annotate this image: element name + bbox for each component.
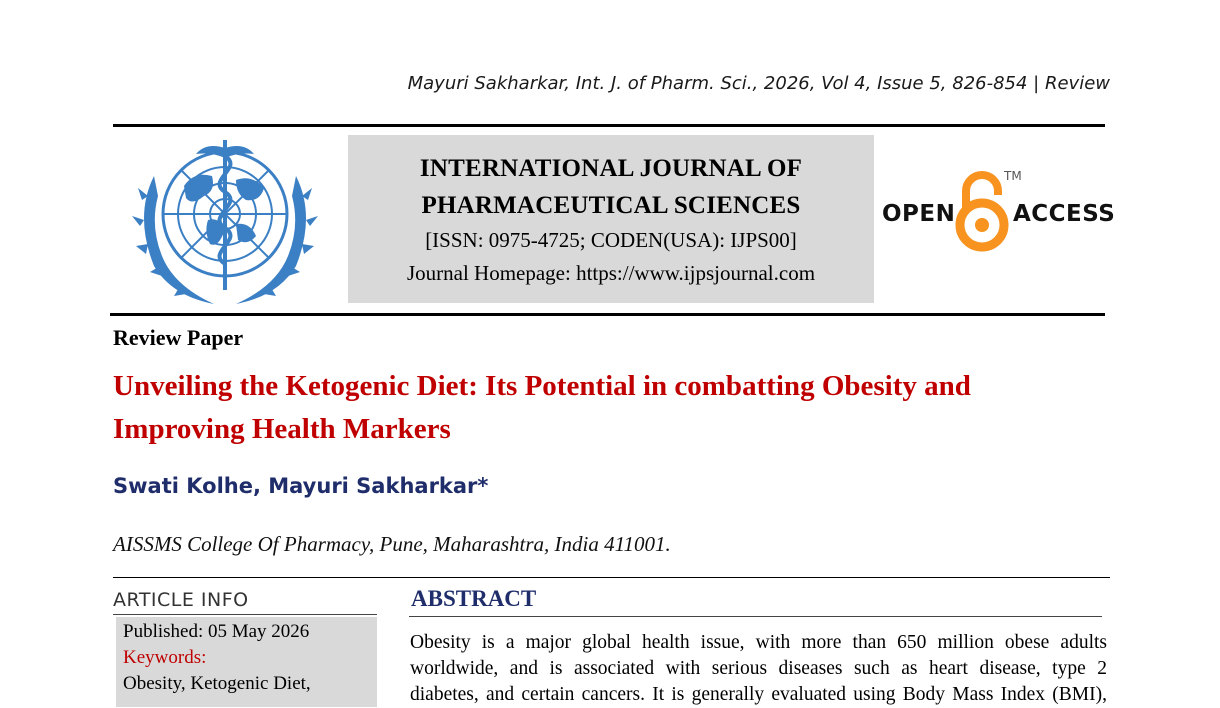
journal-name-line2: PHARMACEUTICAL SCIENCES xyxy=(421,192,801,219)
article-info-box xyxy=(116,617,377,707)
article-title-line1: Unveiling the Ketogenic Diet: Its Potential in combatting Obesity and xyxy=(113,370,971,402)
article-title xyxy=(113,365,1113,451)
keywords-list: Obesity, Ketogenic Diet, xyxy=(123,673,311,694)
author-affiliation: AISSMS College Of Pharmacy, Pune, Maharashtra, India 411001. xyxy=(113,532,671,556)
running-head-citation: Mayuri Sakharkar, Int. J. of Pharm. Sci., 2026, Vol 4, Issue 5, 826-854 | Review xyxy=(407,73,1110,94)
journal-emblem-logo xyxy=(124,136,326,308)
keywords-label: Keywords: xyxy=(123,647,207,668)
article-info-rule xyxy=(113,614,377,615)
published-date: Published: 05 May 2026 xyxy=(123,621,310,642)
journal-homepage: Journal Homepage: https://www.ijpsjournal.com xyxy=(406,261,816,285)
article-authors: Swati Kolhe, Mayuri Sakharkar* xyxy=(113,474,489,498)
abstract-line: diabetes, and certain cancers. It is generally evaluated using Body Mass Index (BMI), xyxy=(410,684,1107,705)
open-access-access-text: ACCESS xyxy=(1013,201,1116,227)
open-access-trademark: TM xyxy=(1004,169,1022,183)
abstract-heading: ABSTRACT xyxy=(411,586,537,611)
open-access-logo xyxy=(880,165,1116,253)
abstract-rule xyxy=(409,616,1102,617)
journal-name-line1: INTERNATIONAL JOURNAL OF xyxy=(419,155,803,182)
abstract-line: worldwide, and is associated with serious diseases such as heart disease, type 2 xyxy=(410,658,1107,679)
abstract-line: Obesity is a major global health issue, with more than 650 million obese adults xyxy=(410,632,1107,653)
journal-issn: [ISSN: 0975-4725; CODEN(USA): IJPS00] xyxy=(425,228,797,252)
article-info-heading: ARTICLE INFO xyxy=(113,589,249,611)
header-rule-bottom xyxy=(110,313,1105,316)
header-rule-top xyxy=(113,124,1105,127)
journal-masthead xyxy=(348,135,874,303)
article-type: Review Paper xyxy=(113,325,244,350)
section-divider xyxy=(113,577,1110,578)
open-access-open-text: OPEN xyxy=(882,201,956,227)
article-title-line2: Improving Health Markers xyxy=(113,413,451,445)
abstract-text xyxy=(410,630,1107,708)
